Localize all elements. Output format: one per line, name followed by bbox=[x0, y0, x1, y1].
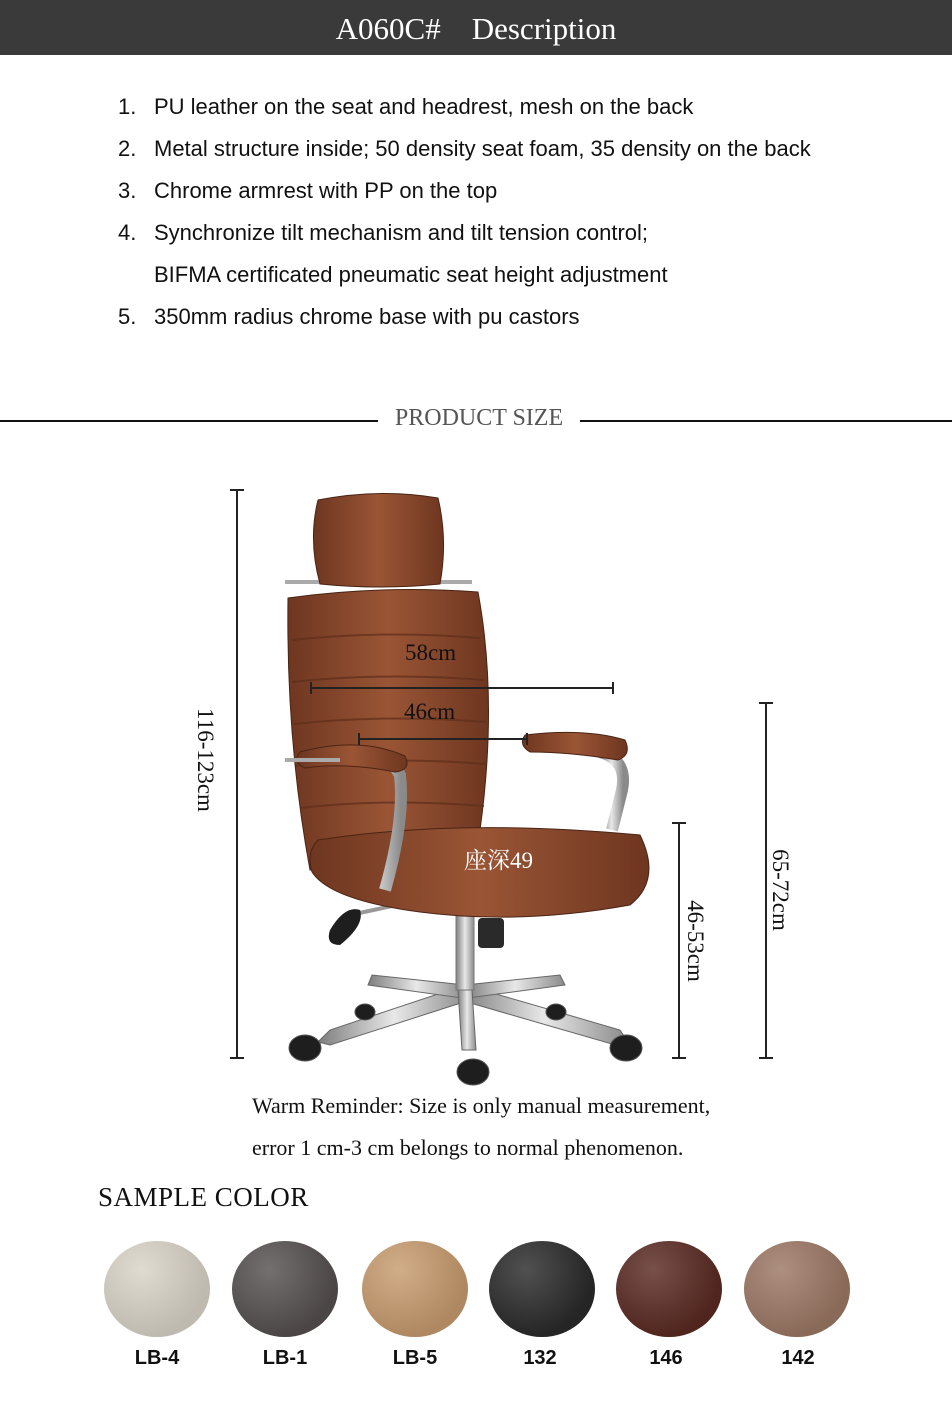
swatch-code-label: LB-5 bbox=[392, 1347, 438, 1369]
color-swatch bbox=[744, 1241, 850, 1337]
right-armrest bbox=[522, 732, 627, 830]
warm-reminder-line: error 1 cm-3 cm belongs to normal phenomenon. bbox=[252, 1135, 684, 1160]
overall-height-dimension-line bbox=[230, 490, 244, 1058]
feature-text: PU leather on the seat and headrest, mesh on the back bbox=[154, 94, 694, 119]
feature-item bbox=[118, 296, 811, 338]
swatch-code-label: 146 bbox=[649, 1347, 683, 1369]
warm-reminder bbox=[252, 1085, 710, 1169]
color-swatch bbox=[232, 1241, 338, 1337]
feature-number: 1. bbox=[118, 94, 137, 119]
feature-text: Synchronize tilt mechanism and tilt tension control; bbox=[154, 220, 649, 245]
swatch-code-label: 132 bbox=[523, 1347, 557, 1369]
color-swatch bbox=[489, 1241, 595, 1337]
sample-color-heading: SAMPLE COLOR bbox=[98, 1182, 309, 1212]
feature-number: 3. bbox=[118, 178, 137, 203]
description-title: Description bbox=[471, 11, 617, 46]
feature-item bbox=[118, 128, 811, 170]
feature-text: Chrome armrest with PP on the top bbox=[154, 178, 498, 203]
feature-text: 350mm radius chrome base with pu castors bbox=[154, 304, 580, 329]
seat-depth-label: 座深49 bbox=[464, 848, 533, 873]
color-swatch bbox=[104, 1241, 210, 1337]
back-width-label: 58cm bbox=[405, 640, 457, 665]
headrest bbox=[313, 493, 443, 587]
seat-height-label: 46-53cm bbox=[683, 900, 708, 982]
color-swatch bbox=[362, 1241, 468, 1337]
feature-text-continued: BIFMA certificated pneumatic seat height adjustment bbox=[154, 262, 668, 287]
feature-list bbox=[118, 86, 811, 338]
feature-item bbox=[118, 86, 811, 128]
swatch-code-label: LB-4 bbox=[134, 1347, 180, 1369]
product-size-heading: PRODUCT SIZE bbox=[394, 405, 564, 431]
swatch-code-label: LB-1 bbox=[262, 1347, 308, 1369]
chair-base bbox=[318, 915, 628, 1050]
feature-number: 5. bbox=[118, 304, 137, 329]
feature-number: 2. bbox=[118, 136, 137, 161]
overall-height-label: 116-123cm bbox=[193, 708, 218, 812]
model-code: A060C# bbox=[335, 11, 441, 46]
warm-reminder-line: Warm Reminder: Size is only manual measurement, bbox=[252, 1093, 711, 1118]
chair-illustration bbox=[180, 470, 800, 1095]
color-swatch bbox=[616, 1241, 722, 1337]
feature-item bbox=[118, 212, 811, 296]
divider-rule-right bbox=[580, 420, 952, 422]
header-title bbox=[0, 0, 952, 55]
seat-width-label: 46cm bbox=[404, 699, 456, 724]
armrest-height-label: 65-72cm bbox=[768, 849, 793, 931]
feature-number: 4. bbox=[118, 220, 137, 245]
feature-item bbox=[118, 170, 811, 212]
divider-rule-left bbox=[0, 420, 378, 422]
feature-text: Metal structure inside; 50 density seat foam, 35 density on the back bbox=[154, 136, 811, 161]
swatch-code-label: 142 bbox=[781, 1347, 815, 1369]
